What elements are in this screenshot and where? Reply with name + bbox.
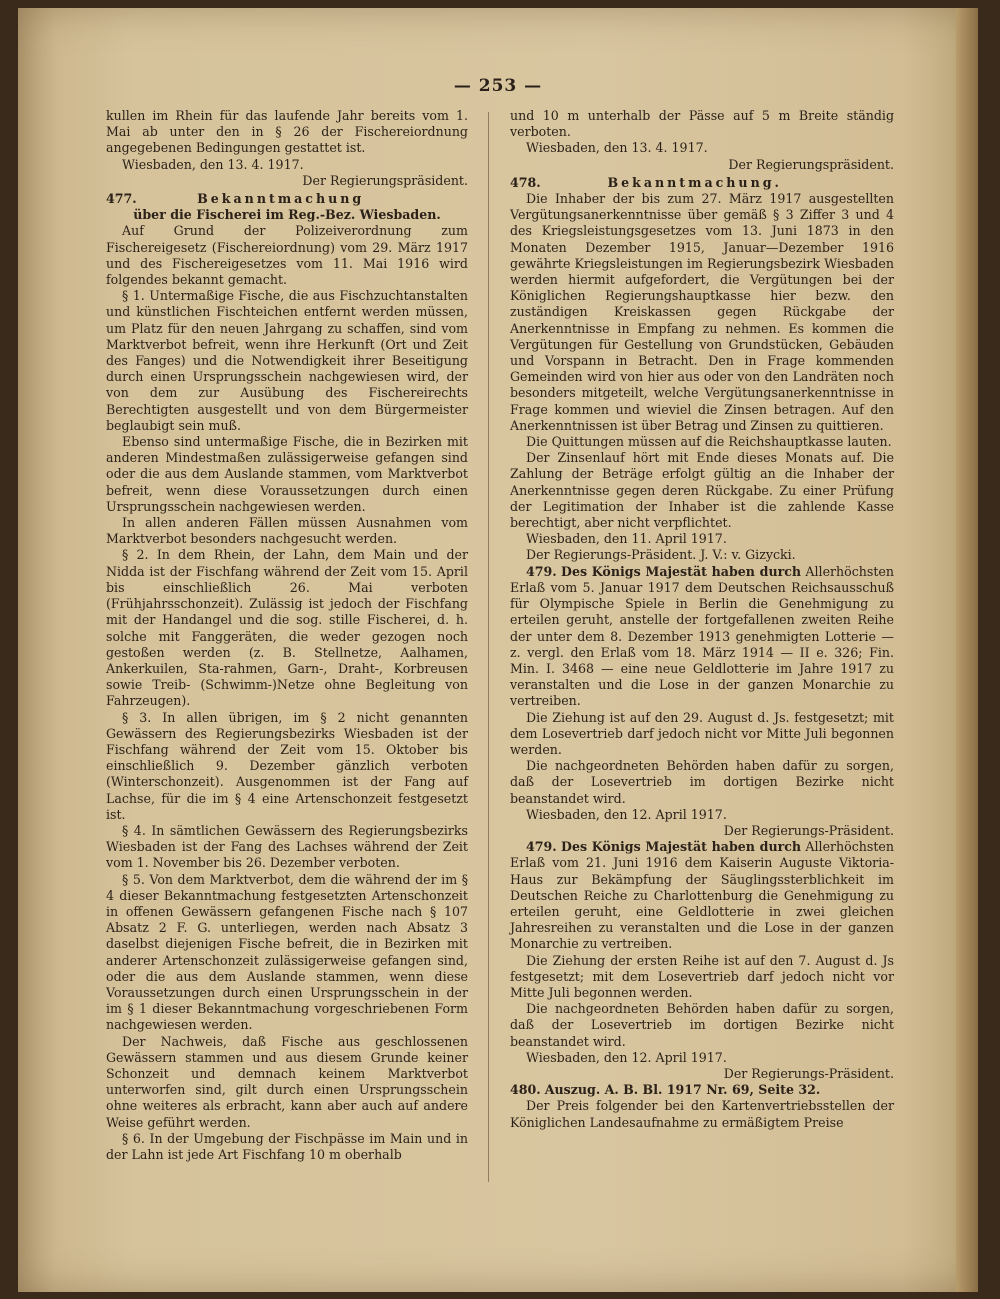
- paragraph: Die Quittungen müssen auf die Reichshauptkasse lauten.: [526, 434, 892, 450]
- notice-heading: Bekanntmachung.: [607, 174, 782, 190]
- paragraph: § 6. In der Umgebung der Fischpässe im Main und in der Lahn ist jede Art Fischfang 10 m oberhalb: [106, 1130, 468, 1162]
- notice-heading: Bekanntmachung: [197, 191, 365, 207]
- notice-subheading: über die Fischerei im Reg.-Bez. Wiesbaden.: [133, 207, 441, 223]
- document-page: [18, 8, 978, 1292]
- continued-paragraph: kullen im Rhein für das laufende Jahr bereits vom 1. Mai ab unter den in § 26 der Fischereiordnung angegebenen Bedingungen gestattet ist.: [106, 108, 468, 156]
- notice-number: 478.: [510, 174, 541, 190]
- paragraph: Die Ziehung der ersten Reihe ist auf den 7. August d. Js festgesetzt; mit dem Losevertrieb darf jedoch nicht vor Mitte Juli begonnen werden.: [510, 952, 894, 1000]
- paragraph: Der Zinsenlauf hört mit Ende dieses Monats auf. Die Zahlung der Beträge erfolgt gültig an die Inhaber der Anerkenntnisse gegen deren Rückgabe. Zu einer Prüfung der Legitimation der Inhaber ist die zahlende Kasse berechtigt, aber nicht verpflichtet.: [510, 450, 894, 531]
- notice-text: Allerhöchsten Erlaß vom 21. Juni 1916 dem Kaiserin Auguste Viktoria-Haus zur Bekämpfung der Säuglingssterblichkeit im Deutschen Reiche zu Charlottenburg die Genehmigung zu erteilen geruht, eine Geldlotterie in zwei gleichen Jahresreihen zu veranstalten und die Lose in der ganzen Monarchie zu vertreiben.: [510, 839, 894, 952]
- column-divider: [488, 112, 489, 1182]
- paragraph: § 2. In dem Rhein, der Lahn, dem Main und der Nidda ist der Fischfang während der Zeit vom 15. April bis einschließlich 26. Mai verboten (Frühjahrsschonzeit). Zulässig ist jedoch der Fischfang mit der Handangel und die sog. stille Fischerei, d. h. solche mit Fanggeräten, die weder gezogen noch gestoßen werden (z. B. Stellnetze, Aalhamen, Ankerkuilen, Sta-rahmen, Garn-, Draht-, Korbreusen sowie Treib- (Schwimm-)Netze ohne Begleitung von Fahrzeugen).: [106, 547, 468, 709]
- right-column: [510, 108, 894, 1131]
- notice-479-olympic: [510, 564, 894, 710]
- page-number: — 253 —: [453, 76, 543, 96]
- paragraph: Die nachgeordneten Behörden haben dafür zu sorgen, daß der Losevertrieb im dortigen Bezirke nicht beanstandet wird.: [510, 1001, 894, 1049]
- place-date: Wiesbaden, den 12. April 1917.: [526, 1049, 727, 1065]
- notice-477: [106, 189, 468, 207]
- paragraph: Die Inhaber der bis zum 27. März 1917 ausgestellten Vergütungsanerkenntnisse über gemäß § 3 Ziffer 3 und 4 des Kriegsleistungsgesetzes vom 13. Juni 1873 in den Monaten Dezember 1915, Januar—Dezember 1916 gewährte Kriegsleistungen im Regierungsbezirk Wiesbaden werden hiermit aufgefordert, die Vergütungen bei der Königlichen Regierungshauptkasse hier bezw. den zuständigen Kreiskassen gegen Rückgabe der Anerkenntnisse in Empfang zu nehmen. Es kommen die Vergütungen für Gestellung von Grundstücken, Gebäuden und Vorspann in Betracht. Den in Frage kommenden Gemeinden wird von hier aus oder von den Landräten noch besonders mitgeteilt, welche Vergütungsanerkenntnisse in Frage kommen und wieviel die Zinsen betragen. Auf den Anerkenntnissen ist über Betrag und Zinsen zu quittieren.: [510, 191, 894, 433]
- paragraph: In allen anderen Fällen müssen Ausnahmen vom Marktverbot besonders nachgesucht werden.: [106, 515, 468, 547]
- notice-480: [510, 1082, 894, 1098]
- notice-text: Allerhöchsten Erlaß vom 5. Januar 1917 dem Deutschen Reichsausschuß für Olympische Spiele in Berlin die Genehmigung zu erteilen geruht, anstelle der fortgefallenen zweiten Reihe der unter dem 8. Dezember 1913 genehmigten Lotterie — z. vergl. den Erlaß vom 18. März 1914 — II e. 326; Fin. Min. I. 3468 — eine neue Geldlotterie im Jahre 1917 zu veranstalten und die Lose in der ganzen Monarchie zu vertreiben.: [510, 563, 894, 709]
- paragraph: Auf Grund der Polizeiverordnung zum Fischereigesetz (Fischereiordnung) vom 29. März 1917 und des Fischereigesetzes vom 11. Mai 1916 wird folgendes bekannt gemacht.: [106, 223, 468, 288]
- continued-paragraph: und 10 m unterhalb der Pässe auf 5 m Breite ständig verboten.: [510, 108, 894, 140]
- left-column: [106, 108, 468, 1163]
- notice-478: [510, 173, 894, 191]
- notice-number: 479.: [526, 839, 557, 855]
- signature: Der Regierungspräsident.: [302, 172, 468, 188]
- signature: Der Regierungspräsident.: [728, 156, 894, 172]
- signature: Der Regierungs-Präsident. J. V.: v. Gizycki.: [526, 547, 796, 563]
- signature: Der Regierungs-Präsident.: [723, 1065, 894, 1081]
- paragraph: § 4. In sämtlichen Gewässern des Regierungsbezirks Wiesbaden ist der Fang des Lachses während der Zeit vom 1. November bis 26. Dezember verboten.: [106, 822, 468, 871]
- notice-number: 477.: [106, 191, 137, 207]
- place-date: Wiesbaden, den 13. 4. 1917.: [122, 156, 304, 172]
- notice-479-kaiserin: [510, 839, 894, 952]
- paragraph: § 3. In allen übrigen, im § 2 nicht genannten Gewässern des Regierungsbezirks Wiesbaden ist der Fischfang während der Zeit vom 15. Oktober bis einschließlich 9. Dezember gänzlich verboten (Winterschonzeit). Ausgenommen ist der Fang auf Lachse, für die im § 4 eine Artenschonzeit festgesetzt ist.: [106, 709, 468, 822]
- place-date: Wiesbaden, den 12. April 1917.: [526, 806, 727, 822]
- paragraph: Ebenso sind untermaßige Fische, die in Bezirken mit anderen Mindestmaßen zulässigerweise gefangen sind oder die aus dem Auslande stammen, vom Marktverbot befreit, wenn diese Voraussetzungen durch einen Ursprungsschein nachgewiesen werden.: [106, 434, 468, 514]
- paragraph: § 1. Untermaßige Fische, die aus Fischzuchtanstalten und künstlichen Fischteichen entfernt werden müssen, um Platz für den neuen Jahrgang zu schaffen, sind vom Marktverbot befreit, wenn ihre Herkunft (Ort und Zeit des Fanges) und die Notwendigkeit ihrer Beseitigung durch einen Ursprungsschein nachgewiesen wird, der von dem zur Ausübung des Fischereirechts Berechtigten ausgestellt und von dem Bürgermeister beglaubigt sein muß.: [106, 288, 468, 433]
- place-date: Wiesbaden, den 11. April 1917.: [526, 531, 727, 547]
- paragraph: Der Preis folgender bei den Kartenvertriebsstellen der Königlichen Landesaufnahme zu ermäßigtem Preise: [510, 1098, 894, 1130]
- notice-lead: Des Königs Majestät haben durch: [561, 839, 802, 855]
- notice-number: 479.: [526, 563, 557, 579]
- place-date: Wiesbaden, den 13. 4. 1917.: [526, 140, 708, 156]
- notice-number: 480.: [510, 1082, 541, 1098]
- paragraph: § 5. Von dem Marktverbot, dem die während der im § 4 dieser Bekanntmachung festgesetzten Artenschonzeit in offenen Gewässern gefangenen Fische nach § 107 Absatz 2 F. G. unterliegen, werden nach Absatz 3 daselbst diejenigen Fische befreit, die in Bezirken mit anderer Artenschonzeit zulässigerweise gefangen sind, oder die aus dem Auslande stammen, wenn diese Voraussetzungen durch einen Ursprungsschein in der im § 1 dieser Bekanntmachung vorgeschriebenen Form nachgewiesen werden.: [106, 871, 468, 1033]
- paragraph: Die Ziehung ist auf den 29. August d. Js. festgesetzt; mit dem Losevertrieb darf jedoch nicht vor Mitte Juli begonnen werden.: [510, 709, 894, 757]
- paragraph: Die nachgeordneten Behörden haben dafür zu sorgen, daß der Losevertrieb im dortigen Bezirke nicht beanstandet wird.: [510, 758, 894, 806]
- notice-lead: Des Königs Majestät haben durch: [561, 563, 802, 579]
- paragraph: Der Nachweis, daß Fische aus geschlossenen Gewässern stammen und aus diesem Grunde keiner Schonzeit und demnach keinem Marktverbot unterworfen sind, gilt durch einen Ursprungsschein ohne weiteres als erbracht, kann aber auch auf andere Weise geführt werden.: [106, 1033, 468, 1130]
- book-spine: [956, 8, 978, 1292]
- signature: Der Regierungs-Präsident.: [723, 822, 894, 838]
- notice-lead: Auszug. A. B. Bl. 1917 Nr. 69, Seite 32.: [544, 1082, 821, 1098]
